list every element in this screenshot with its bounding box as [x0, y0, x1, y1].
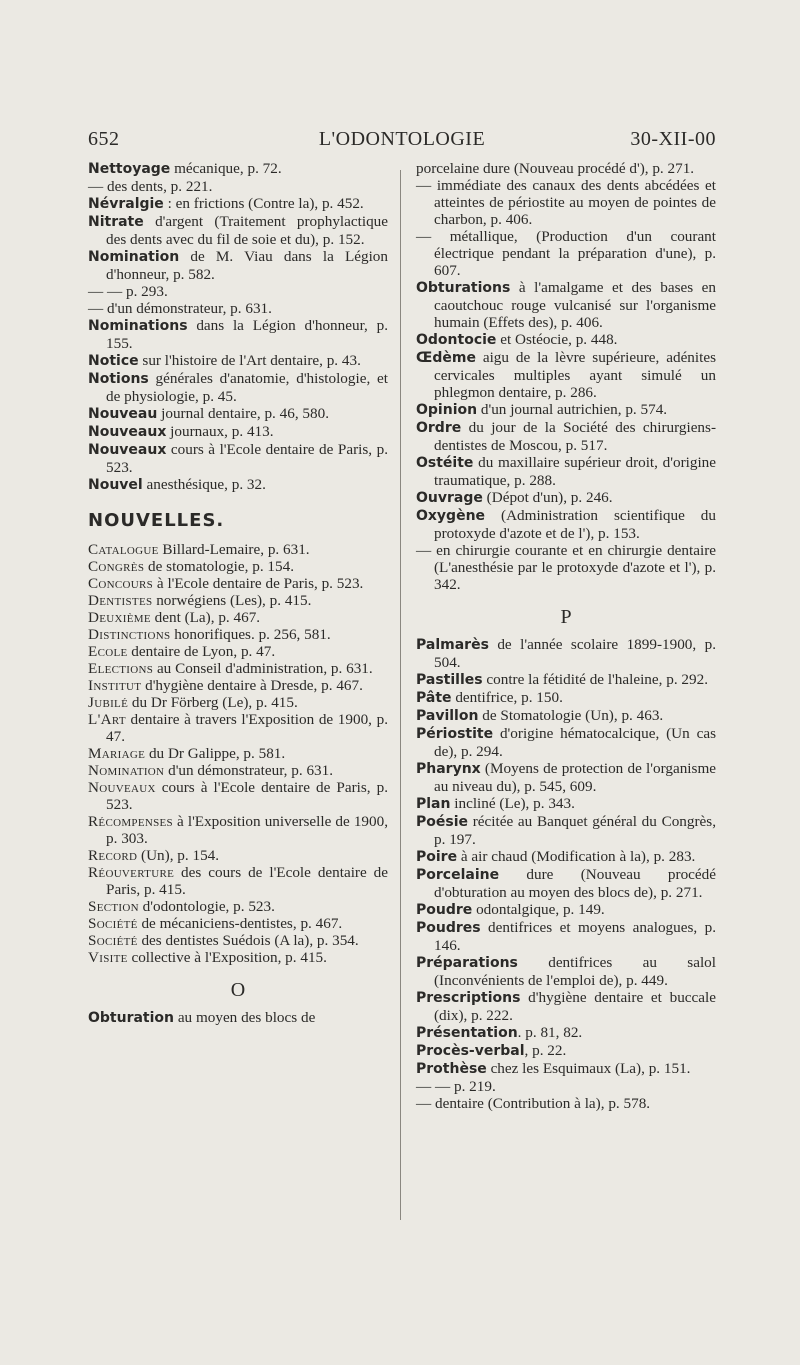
- index-entry: [88, 932, 388, 949]
- index-entry: [88, 847, 388, 864]
- index-entry: [416, 795, 716, 813]
- index-entry: [416, 160, 716, 177]
- index-entry: [88, 762, 388, 779]
- entry-text: et Ostéocie, p. 448.: [496, 331, 618, 348]
- index-entry: [416, 813, 716, 848]
- index-entry: [416, 542, 716, 593]
- entry-text: d'un démonstrateur, p. 631.: [164, 762, 334, 779]
- index-entry: [416, 349, 716, 401]
- entry-text: dentifrices et moyens analogues, p. 146.: [434, 919, 716, 954]
- index-entry: [88, 813, 388, 847]
- entry-heading: Préparations: [416, 955, 518, 971]
- index-entry: [416, 1042, 716, 1060]
- issue-date: 30-XII-00: [630, 128, 716, 150]
- index-entry: [416, 848, 716, 866]
- entry-text: d'argent (Traitement prophylactique des dents avec du fil de soie et du), p. 152.: [106, 213, 388, 248]
- nouvelles-entries: [88, 541, 388, 966]
- entry-heading: Nominations: [88, 318, 188, 334]
- index-entry: [88, 441, 388, 476]
- index-entry: [88, 745, 388, 762]
- entry-keyword: Nomination: [88, 762, 165, 779]
- entry-text: Billard-Lemaire, p. 631.: [158, 541, 310, 558]
- index-entry: [416, 866, 716, 901]
- entry-heading: Pavillon: [416, 708, 479, 724]
- entry-keyword: L'Art: [88, 711, 126, 728]
- index-entry: [88, 677, 388, 694]
- entry-heading: Obturations: [416, 280, 511, 296]
- index-entry: [88, 779, 388, 813]
- index-entry: [88, 609, 388, 626]
- index-entry: [88, 949, 388, 966]
- entry-keyword: Institut: [88, 677, 142, 694]
- entry-text: dent (La), p. 467.: [150, 609, 261, 626]
- entry-text: de M. Viau dans la Légion d'honneur, p. 582.: [106, 248, 388, 283]
- index-entry: [88, 178, 388, 195]
- entry-text: porcelaine dure (Nouveau procédé d'), p. 271.: [416, 160, 695, 177]
- index-entry: [88, 370, 388, 405]
- entry-text: odontalgique, p. 149.: [472, 901, 605, 918]
- entry-text: aigu de la lèvre supérieure, adénites cervicales multiples ayant simulé un phlegmon dentaire, p. 286.: [434, 349, 716, 401]
- index-entry: [88, 558, 388, 575]
- entry-text: du Dr Förberg (Le), p. 415.: [128, 694, 298, 711]
- entry-heading: Pastilles: [416, 672, 483, 688]
- index-entry: [416, 454, 716, 489]
- running-title: L'ODONTOLOGIE: [318, 128, 486, 150]
- entry-heading: Plan: [416, 796, 451, 812]
- index-entry: [88, 213, 388, 248]
- index-entry: [416, 919, 716, 954]
- entry-heading: Pharynx: [416, 761, 481, 777]
- entry-heading: Notions: [88, 371, 149, 387]
- entry-heading: Nitrate: [88, 214, 144, 230]
- index-entry: [88, 898, 388, 915]
- index-entry: [416, 507, 716, 542]
- entry-text: (Dépot d'un), p. 246.: [482, 489, 613, 506]
- page-header: [88, 128, 716, 158]
- entry-keyword: Congrès: [88, 558, 145, 575]
- entry-text: au Conseil d'administration, p. 631.: [153, 660, 373, 677]
- entry-text: dentaire à travers l'Exposition de 1900, p. 47.: [106, 711, 388, 745]
- right-column: [416, 160, 716, 1112]
- entry-text: — en chirurgie courante et en chirurgie dentaire (L'anesthésie par le protoxyde d'azote et l'), p. 342.: [416, 542, 716, 593]
- entry-text: de mécaniciens-dentistes, p. 467.: [137, 915, 343, 932]
- entry-heading: Ostéite: [416, 455, 474, 471]
- entry-keyword: Deuxième: [88, 609, 151, 626]
- entry-heading: Présentation: [416, 1025, 518, 1041]
- entry-heading: Poudres: [416, 920, 481, 936]
- entry-heading: Périostite: [416, 726, 494, 742]
- index-entry: [416, 1024, 716, 1042]
- entry-text: d'odontologie, p. 523.: [138, 898, 275, 915]
- entry-text: : en frictions (Contre la), p. 452.: [163, 195, 364, 212]
- entry-heading: Nouveaux: [88, 424, 167, 440]
- entry-text: anesthésique, p. 32.: [142, 476, 266, 493]
- index-entry: [88, 300, 388, 317]
- index-entry: [88, 541, 388, 558]
- index-entry: [88, 575, 388, 592]
- entry-text: d'origine hématocalcique, (Un cas de), p. 294.: [434, 725, 716, 760]
- entry-text: , p. 22.: [524, 1042, 567, 1059]
- entry-text: du maxillaire supérieur droit, d'origine traumatique, p. 288.: [434, 454, 716, 489]
- entry-keyword: Réouverture: [88, 864, 175, 881]
- index-entry: [88, 1009, 388, 1027]
- entry-text: journal dentaire, p. 46, 580.: [157, 405, 330, 422]
- entry-text: . p. 81, 82.: [517, 1024, 583, 1041]
- entry-text: générales d'anatomie, d'histologie, et de physiologie, p. 45.: [106, 370, 388, 405]
- entry-keyword: Record: [88, 847, 138, 864]
- entry-text: cours à l'Ecole dentaire de Paris, p. 523.: [106, 779, 388, 813]
- index-entry: [88, 248, 388, 283]
- index-entry: [88, 317, 388, 352]
- left-column: [88, 160, 388, 1027]
- entry-heading: Palmarès: [416, 637, 489, 653]
- entry-heading: Poudre: [416, 902, 473, 918]
- index-entry: [88, 423, 388, 441]
- entry-text: sur l'histoire de l'Art dentaire, p. 43.: [138, 352, 361, 369]
- index-entry: [416, 671, 716, 689]
- entry-keyword: Jubilé: [88, 694, 129, 711]
- o-entries: [88, 1009, 388, 1027]
- entry-keyword: Section: [88, 898, 139, 915]
- entry-keyword: Elections: [88, 660, 154, 677]
- index-entry: [416, 401, 716, 419]
- n-entries: [88, 160, 388, 494]
- entry-heading: Prescriptions: [416, 990, 521, 1006]
- entry-text: des cours de l'Ecole dentaire de Paris, p. 415.: [106, 864, 388, 898]
- entry-heading: Nouvel: [88, 477, 143, 493]
- index-entry: [88, 283, 388, 300]
- index-entry: [416, 725, 716, 760]
- p-entries: [416, 636, 716, 1112]
- index-entry: [88, 864, 388, 898]
- entry-text: chez les Esquimaux (La), p. 151.: [486, 1060, 691, 1077]
- index-entry: [88, 694, 388, 711]
- entry-text: de Stomatologie (Un), p. 463.: [478, 707, 664, 724]
- entry-text: journaux, p. 413.: [166, 423, 274, 440]
- index-entry: [416, 989, 716, 1024]
- entry-text: dentifrices au salol (Inconvénients de l'emploi de), p. 449.: [434, 954, 716, 989]
- entry-text: dentifrice, p. 150.: [451, 689, 563, 706]
- entry-heading: Nomination: [88, 249, 180, 265]
- index-entry: [88, 160, 388, 178]
- letter-heading-o: O: [230, 979, 246, 1001]
- entry-text: dentaire de Lyon, p. 47.: [127, 643, 276, 660]
- entry-text: d'hygiène dentaire à Dresde, p. 467.: [141, 677, 363, 694]
- entry-keyword: Catalogue: [88, 541, 159, 558]
- entry-text: — — p. 293.: [88, 283, 168, 300]
- index-entry: [88, 643, 388, 660]
- o-entries-continued: [416, 160, 716, 593]
- entry-keyword: Récompenses: [88, 813, 173, 830]
- index-entry: [416, 689, 716, 707]
- entry-keyword: Concours: [88, 575, 154, 592]
- entry-text: (Moyens de protection de l'organisme au niveau du), p. 545, 609.: [434, 760, 716, 795]
- entry-text: à l'amalgame et des bases en caoutchouc rouge vulcanisé sur l'organisme humain (Effets des), p. 406.: [434, 279, 716, 331]
- entry-text: de stomatologie, p. 154.: [144, 558, 294, 575]
- entry-text: à air chaud (Modification à la), p. 283.: [457, 848, 696, 865]
- index-entry: [416, 1060, 716, 1078]
- entry-text: incliné (Le), p. 343.: [450, 795, 575, 812]
- index-entry: [416, 419, 716, 454]
- entry-heading: Porcelaine: [416, 867, 500, 883]
- entry-heading: Nettoyage: [88, 161, 171, 177]
- entry-keyword: Ecole: [88, 643, 128, 660]
- entry-heading: Nouveaux: [88, 442, 167, 458]
- entry-heading: Poésie: [416, 814, 469, 830]
- entry-text: norwégiens (Les), p. 415.: [152, 592, 312, 609]
- index-entry: [416, 331, 716, 349]
- entry-text: — — p. 219.: [416, 1078, 496, 1095]
- entry-heading: Odontocie: [416, 332, 497, 348]
- index-entry: [88, 915, 388, 932]
- entry-heading: Ordre: [416, 420, 462, 436]
- index-entry: [88, 476, 388, 494]
- entry-heading: Opinion: [416, 402, 478, 418]
- index-entry: [88, 592, 388, 609]
- entry-heading: Notice: [88, 353, 139, 369]
- index-entry: [416, 489, 716, 507]
- entry-text: cours à l'Ecole dentaire de Paris, p. 523.: [106, 441, 388, 476]
- section-title-nouvelles: NOUVELLES.: [88, 510, 225, 531]
- page-number: 652: [88, 128, 120, 150]
- entry-heading: Névralgie: [88, 196, 164, 212]
- entry-text: — des dents, p. 221.: [88, 178, 213, 195]
- entry-heading: Ouvrage: [416, 490, 483, 506]
- index-entry: [88, 405, 388, 423]
- index-entry: [88, 711, 388, 745]
- column-divider: [400, 170, 401, 1220]
- entry-keyword: Dentistes: [88, 592, 153, 609]
- entry-text: récitée au Banquet général du Congrès, p. 197.: [434, 813, 716, 848]
- index-entry: [416, 1095, 716, 1112]
- index-entry: [416, 177, 716, 228]
- index-entry: [88, 195, 388, 213]
- entry-text: — dentaire (Contribution à la), p. 578.: [416, 1095, 651, 1112]
- entry-heading: Poire: [416, 849, 458, 865]
- entry-text: collective à l'Exposition, p. 415.: [127, 949, 327, 966]
- entry-keyword: Nouveaux: [88, 779, 156, 796]
- entry-text: honorifiques. p. 256, 581.: [170, 626, 331, 643]
- entry-text: du jour de la Société des chirurgiens-dentistes de Moscou, p. 517.: [434, 419, 716, 454]
- entry-text: dure (Nouveau procédé d'obturation au moyen des blocs de), p. 271.: [434, 866, 716, 901]
- entry-text: d'un journal autrichien, p. 574.: [477, 401, 668, 418]
- entry-heading: Pâte: [416, 690, 452, 706]
- entry-text: — d'un démonstrateur, p. 631.: [88, 300, 272, 317]
- index-entry: [416, 1078, 716, 1095]
- entry-text: au moyen des blocs de: [174, 1009, 316, 1026]
- entry-text: (Un), p. 154.: [137, 847, 220, 864]
- entry-keyword: Distinctions: [88, 626, 171, 643]
- entry-text: à l'Ecole dentaire de Paris, p. 523.: [153, 575, 364, 592]
- index-entry: [88, 626, 388, 643]
- entry-text: des dentistes Suédois (A la), p. 354.: [137, 932, 359, 949]
- entry-text: de l'année scolaire 1899-1900, p. 504.: [434, 636, 716, 671]
- entry-heading: Nouveau: [88, 406, 158, 422]
- entry-text: mécanique, p. 72.: [170, 160, 282, 177]
- entry-text: — métallique, (Production d'un courant électrique pendant la préparation d'une), p. 607.: [416, 228, 716, 279]
- entry-keyword: Société: [88, 915, 138, 932]
- index-entry: [88, 352, 388, 370]
- entry-text: (Administration scientifique du protoxyde d'azote et de l'), p. 153.: [434, 507, 716, 542]
- entry-text: du Dr Galippe, p. 581.: [145, 745, 286, 762]
- entry-heading: Oxygène: [416, 508, 486, 524]
- index-entry: [416, 707, 716, 725]
- index-entry: [88, 660, 388, 677]
- entry-text: d'hygiène dentaire et buccale (dix), p. 222.: [434, 989, 716, 1024]
- entry-text: à l'Exposition universelle de 1900, p. 303.: [106, 813, 388, 847]
- index-entry: [416, 901, 716, 919]
- entry-keyword: Société: [88, 932, 138, 949]
- index-entry: [416, 228, 716, 279]
- index-entry: [416, 636, 716, 671]
- index-entry: [416, 279, 716, 331]
- entry-text: contre la fétidité de l'haleine, p. 292.: [482, 671, 708, 688]
- entry-heading: Prothèse: [416, 1061, 487, 1077]
- entry-text: dans la Légion d'honneur, p. 155.: [106, 317, 388, 352]
- entry-heading: Procès-verbal: [416, 1043, 525, 1059]
- entry-heading: Œdème: [416, 350, 476, 366]
- letter-heading-p: P: [560, 606, 572, 628]
- index-entry: [416, 954, 716, 989]
- entry-text: — immédiate des canaux des dents abcédées et atteintes de périostite au moyen de pointes de charbon, p. 406.: [416, 177, 716, 228]
- index-entry: [416, 760, 716, 795]
- entry-heading: Obturation: [88, 1010, 175, 1026]
- entry-keyword: Mariage: [88, 745, 146, 762]
- entry-keyword: Visite: [88, 949, 128, 966]
